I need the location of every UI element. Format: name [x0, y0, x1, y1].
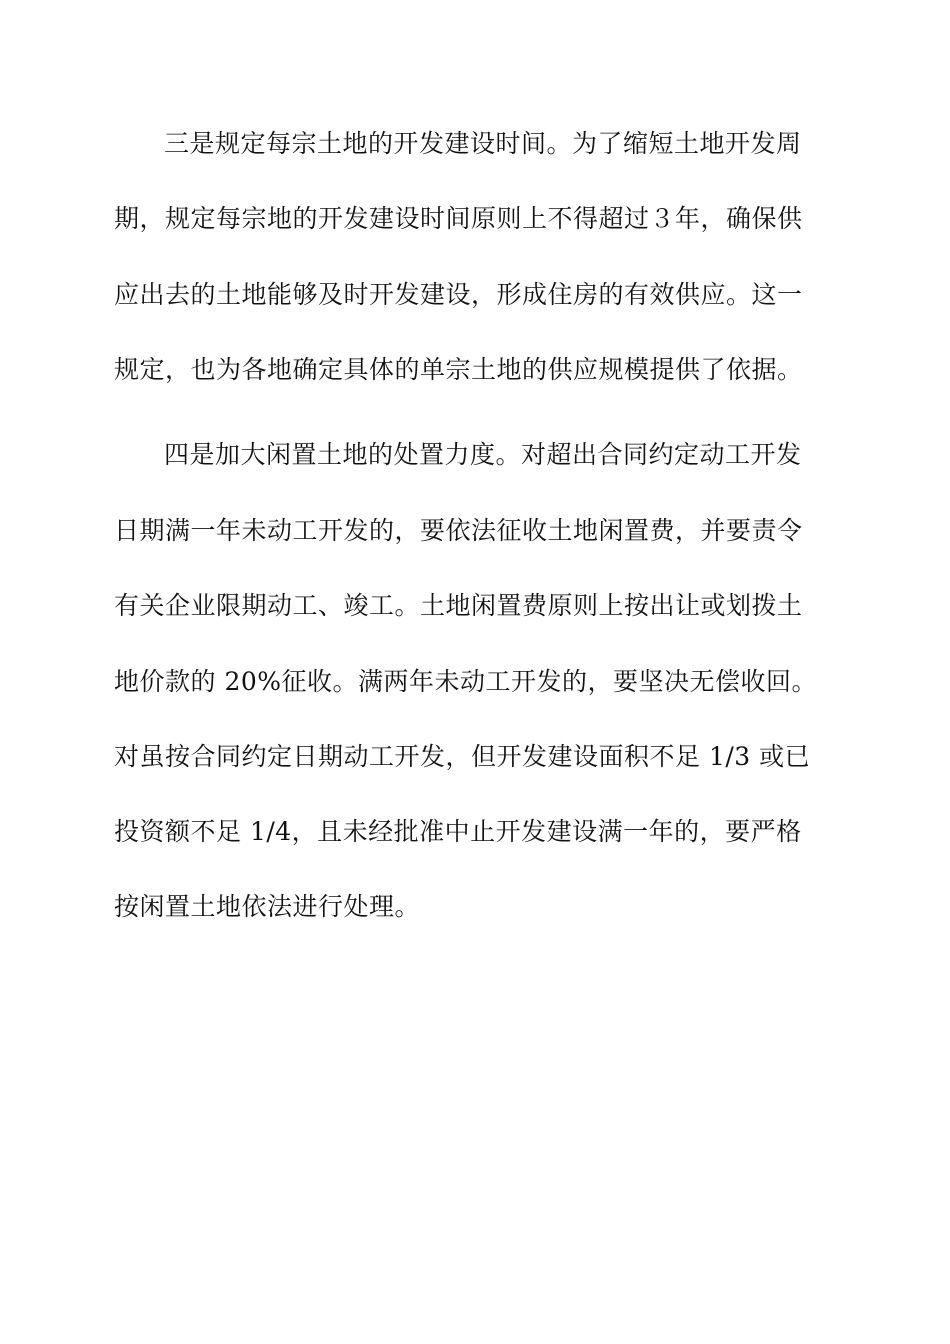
paragraph-1-line-4: 规定，也为各地确定具体的单宗土地的供应规模提供了依据。 — [114, 355, 803, 384]
paragraph-1-line-2: 期，规定每宗地的开发建设时间原则上不得超过３年，确保供 — [114, 204, 803, 233]
paragraph-2-line-6: 投资额不足 1/4，且未经批准中止开发建设满一年的，要严格 — [114, 817, 802, 846]
paragraph-2-line-3: 有关企业限期动工、竣工。土地闲置费原则上按出让或划拨土 — [114, 591, 803, 620]
paragraph-1-line-3: 应出去的土地能够及时开发建设，形成住房的有效供应。这一 — [114, 280, 803, 309]
paragraph-1-line-1: 三是规定每宗土地的开发建设时间。为了缩短土地开发周 — [164, 129, 802, 158]
paragraph-2-line-1: 四是加大闲置土地的处置力度。对超出合同约定动工开发 — [164, 440, 802, 469]
paragraph-2-line-4: 地价款的 20%征收。满两年未动工开发的，要坚决无偿收回。 — [114, 667, 818, 696]
paragraph-2-line-2: 日期满一年未动工开发的，要依法征收土地闲置费，并要责令 — [114, 516, 803, 545]
paragraph-2-line-5: 对虽按合同约定日期动工开发，但开发建设面积不足 1/3 或已 — [114, 742, 811, 771]
paragraph-2-line-7: 按闲置土地依法进行处理。 — [114, 892, 421, 921]
